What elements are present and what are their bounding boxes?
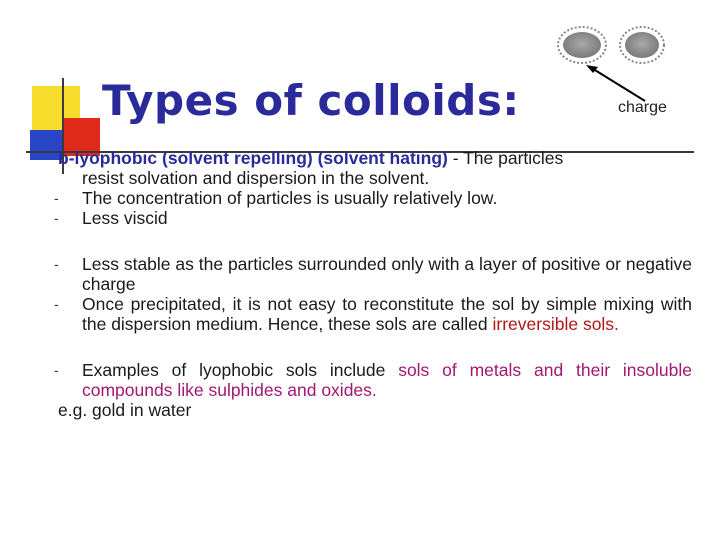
lyophobic-heading: b-lyophobic (solvent repelling) (solvent hating) xyxy=(58,148,448,168)
bullet-dash: - xyxy=(54,296,59,312)
bullet-dash: - xyxy=(54,256,59,272)
particle-right xyxy=(620,27,664,63)
bullet-dash: - xyxy=(54,190,59,206)
examples-term: sols of metals and their insoluble compounds like sulphides and oxides. xyxy=(82,360,692,400)
particle-left xyxy=(558,27,606,63)
slide-title: Types of colloids: xyxy=(102,76,520,125)
definition-text-end: resist solvation and dispersion in the solvent. xyxy=(82,168,430,188)
lyophobic-definition xyxy=(58,148,692,188)
bullet-viscosity: - Less viscid xyxy=(54,208,168,228)
bullet-dash: - xyxy=(54,362,59,378)
slide-body xyxy=(54,148,692,420)
example-gold: e.g. gold in water xyxy=(58,400,192,420)
charge-pointer-arrow xyxy=(590,67,645,101)
irreversible-sols-term: irreversible sols. xyxy=(492,314,619,334)
bullet-dash: - xyxy=(54,210,59,226)
bullet-stability: - Less stable as the particles surrounded only with a layer of positive or negative charge xyxy=(54,254,692,294)
bullet-concentration: - The concentration of particles is usually relatively low. xyxy=(54,188,498,208)
bullet-irreversible: - Once precipitated, it is not easy to reconstitute the sol by simple mixing with the dispersion medium. Hence, these sols are called irreversible sols. xyxy=(54,294,692,334)
bullet-examples: - Examples of lyophobic sols include sols of metals and their insoluble compounds like sulphides and oxides. xyxy=(54,360,692,400)
charge-label: charge xyxy=(618,99,667,116)
definition-text-start: - The particles xyxy=(447,148,564,168)
